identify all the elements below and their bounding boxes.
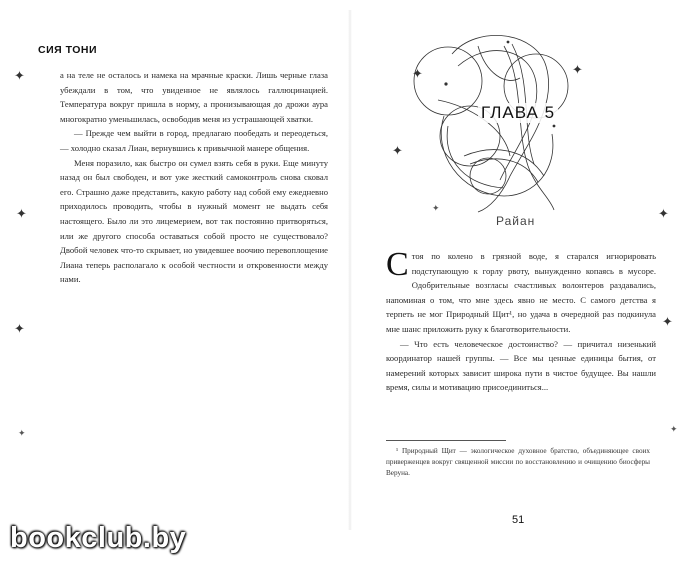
page-number: 51: [512, 514, 525, 526]
paragraph: а на теле не осталось и намека на мрачные краски. Лишь черные глаза убеждали в том, что увиденное не являлось галлюцинацией. Температура вокруг пришла в норму, а пронизывающая до дрожи аура многократно уменьшилась, освободив меня из устрашающей хватки.: [60, 70, 328, 124]
sparkle-star-icon: ✦: [670, 425, 678, 435]
paragraph: Меня поразило, как быстро он сумел взять себя в руки. Еще минуту назад он был свободен, и вот уже жесткий самоконтроль снова сковал его. Страшно даже представить, какую работу над собой ему ежедневно приходилось проводить, чтобы в нужный момент не выдать себя настоящего. Было ли это лицемерием, вот так постоянно притворяться, или же другого способа оставаться собой просто не существовало? Двобой человек что-то скрывает, но увидевшее воочию перевоплощение Лиана теперь располагало к особой честности и откровенности между нами.: [60, 157, 328, 285]
sparkle-star-icon: ✦: [14, 322, 25, 337]
footnote: ¹ Природный Щит — экологическое духовное братство, объединяющее своих приверженцев вокруг священной миссии по восстановлению и очищению биосферы Веруна.: [386, 447, 650, 477]
paragraph-text: тоя по колено в грязной воде, я старался игнорировать подступающую к горлу рвоту, вынужденно копаясь в мусоре. Одобрительные возгласы счастливых волонтеров раздавались, напоминая о том, что мне здесь явно не место. С самого детства я терпеть не мог Природный Щит¹, но удача в очередной раз подкинула мне шанс приложить руку к благотворительности.: [386, 251, 656, 334]
right-page: [350, 0, 700, 565]
sparkle-star-icon: ✦: [432, 204, 440, 214]
watermark: bookclub.by: [10, 522, 187, 554]
sparkle-star-icon: ✦: [18, 429, 26, 439]
sparkle-star-icon: ✦: [14, 69, 25, 84]
sparkle-star-icon: ✦: [658, 207, 669, 222]
paragraph: [386, 246, 656, 337]
running-head: СИЯ ТОНИ: [38, 44, 98, 56]
drop-cap: С: [386, 246, 409, 283]
sparkle-star-icon: ✦: [16, 207, 27, 222]
paragraph: — Прежде чем выйти в город, предлагаю пообедать и переодеться, — холодно сказал Лиан, вернувшись к привычной манере общения.: [60, 128, 328, 153]
chapter-title: ГЛАВА 5: [478, 103, 558, 123]
right-body-text: [386, 246, 656, 395]
paragraph: — Что есть человеческое достоинство? — причитал низенький координатор нашей группы. — Все мы ценные единицы бытия, от намерений которых зависит широка пути в чистое будущее. Вы нашли время, силы и мотивацию присоединиться...: [386, 338, 656, 393]
left-body-text: [60, 68, 328, 287]
sparkle-star-icon: ✦: [572, 63, 583, 78]
chapter-pov-name: Райан: [496, 214, 536, 228]
sparkle-star-icon: ✦: [392, 144, 403, 159]
footnote-rule: [386, 440, 506, 441]
sparkle-star-icon: ✦: [412, 67, 423, 82]
sparkle-star-icon: ✦: [662, 315, 673, 330]
